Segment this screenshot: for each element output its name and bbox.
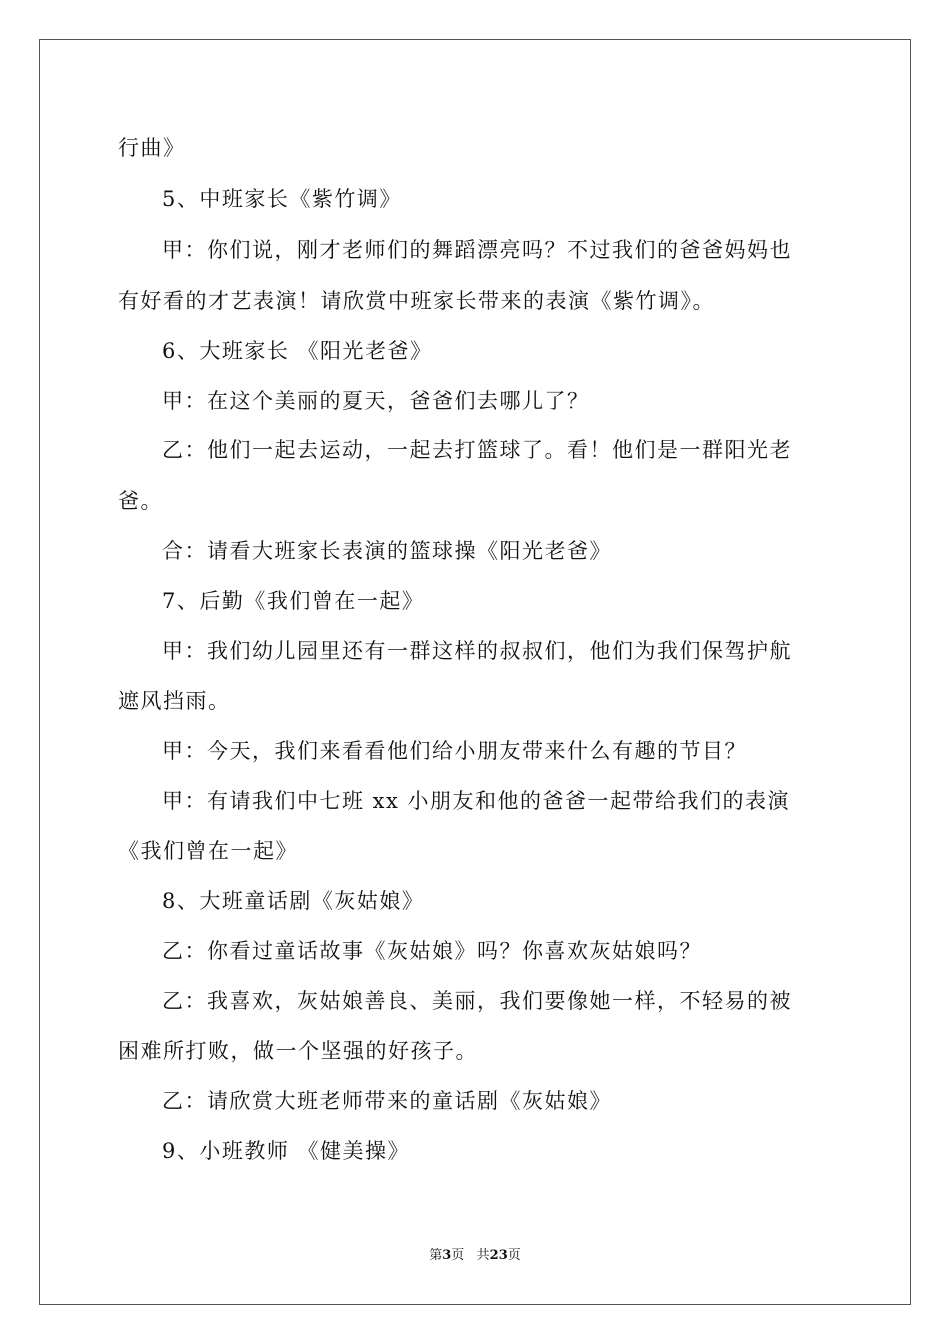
program-item-6: 6、大班家长 《阳光老爸》 — [162, 339, 433, 363]
dialogue-line: 乙：我喜欢，灰姑娘善良、美丽，我们要像她一样，不轻易的被 — [162, 989, 792, 1013]
footer-prefix: 第 — [429, 1248, 443, 1263]
dialogue-line: 甲：今天，我们来看看他们给小朋友带来什么有趣的节目？ — [162, 739, 747, 763]
program-item-9: 9、小班教师 《健美操》 — [162, 1139, 411, 1163]
dialogue-line: 甲：有请我们中七班 xx 小朋友和他的爸爸一起带给我们的表演 — [162, 789, 791, 813]
program-item-8: 8、大班童话剧《灰姑娘》 — [162, 889, 425, 913]
dialogue-line: 甲：你们说，刚才老师们的舞蹈漂亮吗？不过我们的爸爸妈妈也 — [162, 238, 792, 262]
footer-middle: 页 共 — [451, 1248, 490, 1263]
total-page-count: 23 — [489, 1248, 508, 1263]
program-item-7: 7、后勤《我们曾在一起》 — [162, 589, 425, 613]
dialogue-line-wrap: 困难所打败，做一个坚强的好孩子。 — [118, 1039, 478, 1063]
dialogue-line-wrap: 遮风挡雨。 — [118, 689, 231, 713]
dialogue-line: 甲：我们幼儿园里还有一群这样的叔叔们，他们为我们保驾护航 — [162, 639, 792, 663]
page-footer — [0, 1247, 950, 1265]
dialogue-line: 乙：请欣赏大班老师带来的童话剧《灰姑娘》 — [162, 1089, 612, 1113]
dialogue-line: 乙：你看过童话故事《灰姑娘》吗？你喜欢灰姑娘吗？ — [162, 939, 702, 963]
dialogue-line-wrap: 有好看的才艺表演！请欣赏中班家长带来的表演《紫竹调》。 — [118, 289, 715, 313]
footer-suffix: 页 — [507, 1248, 521, 1263]
dialogue-line-wrap: 《我们曾在一起》 — [118, 839, 298, 863]
dialogue-line: 合：请看大班家长表演的篮球操《阳光老爸》 — [162, 539, 612, 563]
dialogue-line-wrap: 爸。 — [118, 489, 163, 513]
program-item-5: 5、中班家长《紫竹调》 — [162, 187, 402, 211]
page-border — [39, 39, 911, 1305]
text-line-continuation: 行曲》 — [118, 136, 186, 160]
dialogue-line: 甲：在这个美丽的夏天，爸爸们去哪儿了？ — [162, 389, 590, 413]
dialogue-line: 乙：他们一起去运动，一起去打篮球了。看！他们是一群阳光老 — [162, 438, 792, 462]
current-page-number: 3 — [442, 1248, 452, 1263]
